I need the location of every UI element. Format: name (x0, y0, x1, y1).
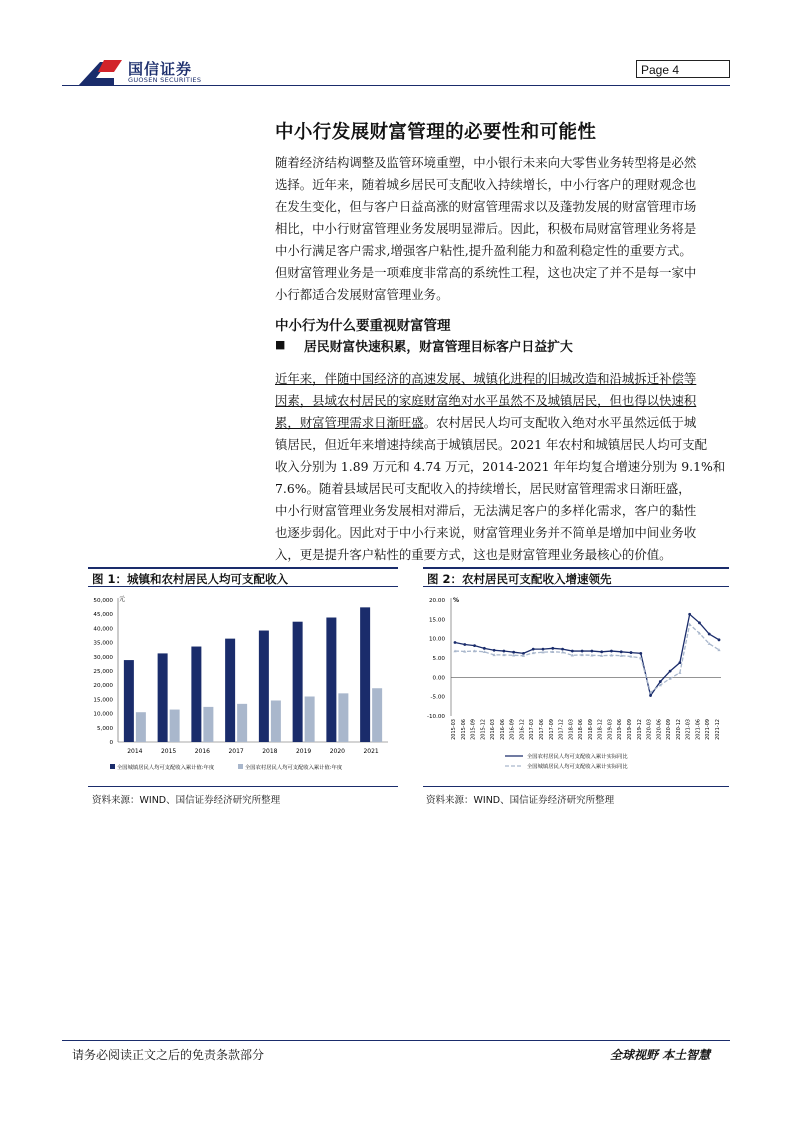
underlined-text: 因素，县域农村居民的家庭财富绝对水平虽然不及城镇居民，但也得以快速积 (275, 393, 697, 408)
x-tick-label: 2021-03 (685, 719, 692, 740)
data-point (718, 638, 721, 641)
data-point (581, 650, 584, 653)
x-tick-label: 2020-12 (675, 719, 682, 740)
plain-text: 。农村居民人均可支配收入绝对水平虽然远低于城 (423, 415, 697, 430)
data-point (551, 647, 554, 650)
figure-1-source: 资料来源：WIND、国信证券经济研究所整理 (92, 795, 281, 806)
x-tick-label: 2015-03 (451, 719, 457, 740)
page-number: Page 4 (636, 60, 730, 78)
footer-divider (62, 1040, 730, 1041)
y-tick-label: 40,000 (93, 626, 113, 633)
y-axis-unit: 元 (119, 596, 126, 603)
x-tick-label: 2017-03 (529, 719, 536, 740)
y-tick-label: 15.00 (428, 617, 445, 624)
sub-heading: 中小行为什么要重视财富管理 (275, 318, 451, 334)
data-point (590, 650, 593, 653)
legend-label: 全国农村居民人均可支配收入累计实际同比 (527, 754, 628, 760)
data-point (463, 643, 466, 646)
bar-urban (158, 653, 168, 742)
y-tick-label: 30,000 (93, 654, 113, 661)
figure-2-title: 图 2：农村居民可支配收入增速领先 (423, 567, 729, 587)
bar-rural (271, 700, 281, 742)
y-tick-label: 20.00 (428, 598, 445, 604)
data-point (502, 650, 505, 653)
data-point (610, 650, 613, 653)
x-tick-label: 2018-06 (578, 719, 585, 740)
x-tick-label: 2016-03 (490, 719, 497, 740)
data-point (532, 648, 535, 651)
bar-rural (372, 688, 382, 742)
x-tick-label: 2020-09 (666, 719, 673, 740)
y-tick-label: 45,000 (93, 612, 113, 619)
x-tick-label: 2017-06 (539, 719, 545, 740)
x-tick-label: 2015 (160, 748, 177, 755)
legend-swatch (110, 764, 115, 769)
bar-rural (338, 693, 348, 742)
y-tick-label: 0 (109, 740, 113, 746)
bar-rural (170, 710, 180, 742)
intro-line: 相比，中小行财富管理业务发展明显滞后。因此，积极布局财富管理业务将是 (275, 221, 697, 236)
x-tick-label: 2017 (228, 748, 244, 755)
x-tick-label: 2014 (127, 748, 143, 755)
intro-paragraph (275, 152, 735, 306)
body-line (275, 456, 735, 478)
data-point (688, 623, 691, 626)
x-tick-label: 2019-09 (627, 719, 633, 740)
figure-2-divider (423, 786, 729, 787)
body-line (275, 522, 735, 544)
legend-label: 全国城镇居民人均可支配收入累计实际同比 (527, 764, 628, 770)
data-point (630, 651, 633, 654)
plain-text: 收入分别为 1.89 万元和 4.74 万元，2014-2021 年年均复合增速分别为 9.1%和 (275, 459, 726, 474)
plain-text: 镇居民，但近年来增速持续高于城镇居民。2021 年农村和城镇居民人均可支配 (275, 437, 707, 452)
plain-text: 7.6%。随着县域居民可支配收入的持续增长，居民财富管理需求日渐旺盛， (275, 481, 691, 496)
x-tick-label: 2016-06 (499, 719, 506, 740)
bar-urban (326, 618, 336, 742)
section-title: 中小行发展财富管理的必要性和可能性 (275, 122, 597, 143)
x-tick-label: 2018-12 (597, 719, 604, 740)
bar-rural (203, 707, 213, 742)
header-divider (62, 85, 730, 86)
body-line (275, 544, 735, 566)
intro-line: 小行都适合发展财富管理业务。 (275, 287, 449, 302)
figure-2-line-chart (423, 590, 729, 782)
y-tick-label: -5.00 (430, 694, 445, 701)
x-tick-label: 2019-06 (617, 719, 624, 740)
bar-rural (305, 697, 315, 742)
plain-text: 入，更是提升客户粘性的重要方式，这也是财富管理业务最核心的价值。 (275, 547, 672, 562)
underlined-text: 累，财富管理需求日渐旺盛 (275, 415, 424, 430)
x-tick-label: 2019-03 (607, 719, 614, 740)
figure-2-source: 资料来源：WIND、国信证券经济研究所整理 (426, 795, 615, 806)
data-point (600, 650, 603, 653)
data-point (483, 647, 486, 650)
body-line (275, 434, 735, 456)
x-tick-label: 2020-06 (656, 719, 663, 740)
y-axis-unit: % (453, 597, 460, 604)
y-tick-label: 0.00 (432, 675, 445, 682)
x-tick-label: 2019 (295, 748, 312, 755)
x-tick-label: 2016 (194, 748, 211, 755)
body-line (275, 478, 735, 500)
data-point (571, 650, 574, 653)
x-tick-label: 2021 (363, 748, 379, 755)
figure-1-title: 图 1：城镇和农村居民人均可支配收入 (88, 567, 398, 587)
x-tick-label: 2021-06 (695, 719, 702, 740)
y-tick-label: 35,000 (93, 640, 113, 647)
bar-urban (225, 639, 235, 742)
data-point (473, 644, 476, 647)
y-tick-label: 20,000 (93, 683, 113, 690)
figure-1-bar-chart (88, 590, 398, 782)
data-point (561, 648, 564, 651)
data-point (512, 651, 515, 654)
data-point (678, 671, 681, 674)
data-point (659, 680, 662, 683)
bar-urban (191, 647, 201, 742)
x-tick-label: 2020-03 (646, 719, 653, 740)
body-line (275, 412, 735, 434)
x-tick-label: 2015-12 (480, 719, 487, 740)
data-point (688, 613, 691, 616)
bullet-square-icon: ■ (275, 338, 286, 351)
x-tick-label: 2016-12 (519, 719, 526, 740)
x-tick-label: 2017-09 (548, 719, 555, 740)
y-tick-label: 5.00 (432, 656, 445, 662)
x-tick-label: 2018-03 (568, 719, 575, 740)
x-tick-label: 2015-06 (460, 719, 467, 740)
footer-disclaimer: 请务必阅读正文之后的免责条款部分 (72, 1048, 265, 1062)
intro-line: 随着经济结构调整及监管环境重塑，中小银行未来向大零售业务转型将是必然 (275, 155, 697, 170)
data-point (639, 652, 642, 655)
intro-line: 选择。近年来，随着城乡居民可支配收入持续增长，中小行客户的理财观念也 (275, 177, 697, 192)
x-tick-label: 2016-09 (509, 719, 516, 740)
x-tick-label: 2021-12 (715, 719, 721, 740)
data-point (454, 641, 457, 644)
bar-urban (293, 622, 303, 742)
series-line-urban (455, 624, 719, 692)
x-tick-label: 2020 (329, 748, 346, 755)
body-line (275, 500, 735, 522)
data-point (669, 670, 672, 673)
x-tick-label: 2018-09 (587, 719, 594, 740)
plain-text: 也逐步弱化。因此对于中小行来说，财富管理业务并不简单是增加中间业务收 (275, 525, 697, 540)
bullet-heading: 居民财富快速积累，财富管理目标客户日益扩大 (304, 340, 573, 355)
intro-line: 但财富管理业务是一项难度非常高的系统性工程，这也决定了并不是每一家中 (275, 265, 697, 280)
data-point (678, 661, 681, 664)
data-point (620, 650, 623, 653)
y-tick-label: 5,000 (96, 725, 113, 732)
y-tick-label: 25,000 (93, 669, 113, 675)
bar-urban (360, 607, 370, 742)
y-tick-label: -10.00 (426, 714, 445, 720)
brand-name-en: GUOSEN SECURITIES (128, 76, 202, 84)
x-tick-label: 2015-09 (470, 719, 477, 740)
plain-text: 中小行财富管理业务发展相对滞后，无法满足客户的多样化需求，客户的黏性 (275, 503, 697, 518)
bar-urban (259, 631, 269, 742)
y-tick-label: 10.00 (428, 636, 445, 643)
data-point (542, 648, 545, 651)
intro-line: 在发生变化，但与客户日益高涨的财富管理需求以及蓬勃发展的财富管理市场 (275, 199, 697, 214)
underlined-text: 近年来，伴随中国经济的高速发展、城镇化进程的旧城改造和沿城拆迁补偿等 (275, 371, 697, 386)
body-line (275, 390, 735, 412)
bar-rural (237, 704, 247, 742)
data-point (493, 649, 496, 652)
brand-name: 国信证券 (128, 60, 193, 78)
legend-label: 全国城镇居民人均可支配收入累计值:年度 (117, 765, 215, 771)
bar-rural (136, 712, 146, 742)
x-tick-label: 2017-12 (558, 719, 565, 740)
y-tick-label: 50,000 (93, 598, 113, 604)
body-paragraph (275, 368, 735, 566)
data-point (698, 621, 701, 624)
footer-slogan: 全球视野 本土智慧 (610, 1048, 711, 1062)
y-tick-label: 10,000 (93, 711, 113, 718)
legend-label: 全国农村居民人均可支配收入累计值:年度 (245, 765, 343, 771)
x-tick-label: 2018 (262, 748, 278, 755)
body-line (275, 368, 735, 390)
x-tick-label: 2019-12 (636, 719, 643, 740)
x-tick-label: 2021-09 (705, 719, 712, 740)
data-point (649, 694, 652, 697)
data-point (708, 633, 711, 636)
y-tick-label: 15,000 (93, 697, 113, 704)
intro-line: 中小行满足客户需求,增强客户粘性,提升盈利能力和盈利稳定性的重要方式。 (275, 243, 692, 258)
bar-urban (124, 660, 134, 742)
figure-1-divider (88, 786, 398, 787)
legend-swatch (238, 764, 243, 769)
